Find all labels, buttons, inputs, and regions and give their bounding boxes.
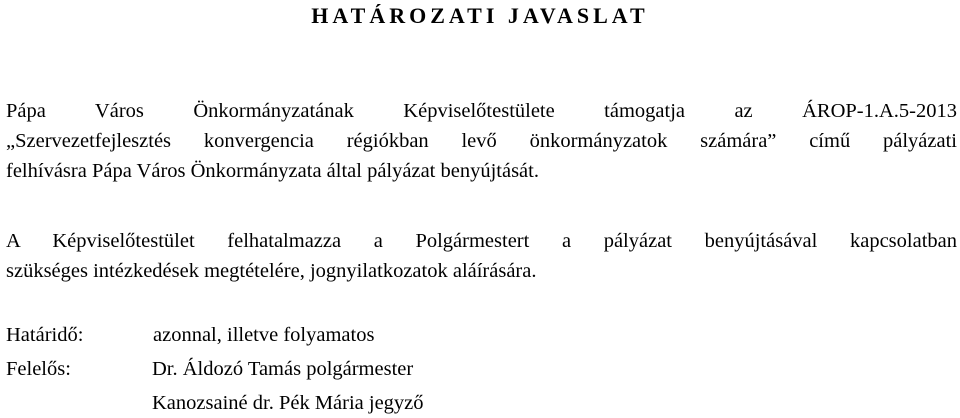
paragraph-line: felhívásra Pápa Város Önkormányzata által pályázat benyújtását.: [6, 160, 539, 182]
responsible-row: [6, 354, 413, 384]
document-title: HATÁROZATI JAVASLAT: [311, 3, 649, 28]
resolution-paragraph: [6, 96, 957, 186]
paragraph-line: A Képviselőtestület felhatalmazza a Polgármestert a pályázat benyújtásával kapcsolatban: [6, 230, 957, 252]
deadline-row: [6, 320, 374, 350]
deadline-label: Határidő:: [6, 324, 84, 346]
responsible-label: Felelős:: [6, 358, 71, 380]
paragraph-line: szükséges intézkedések megtételére, jognyilatkozatok aláírására.: [6, 260, 537, 282]
deadline-value: azonnal, illetve folyamatos: [153, 324, 375, 346]
responsible-mayor: Dr. Áldozó Tamás polgármester: [152, 358, 414, 380]
paragraph-line: „Szervezetfejlesztés konvergencia régiókban levő önkormányzatok számára” című pályázati: [6, 130, 957, 152]
authorization-paragraph: [6, 226, 957, 286]
responsible-notary: Kanozsainé dr. Pék Mária jegyző: [152, 392, 424, 414]
paragraph-line: Pápa Város Önkormányzatának Képviselőtestülete támogatja az ÁROP-1.A.5-2013: [6, 100, 957, 122]
responsible-row-2: [6, 388, 424, 418]
